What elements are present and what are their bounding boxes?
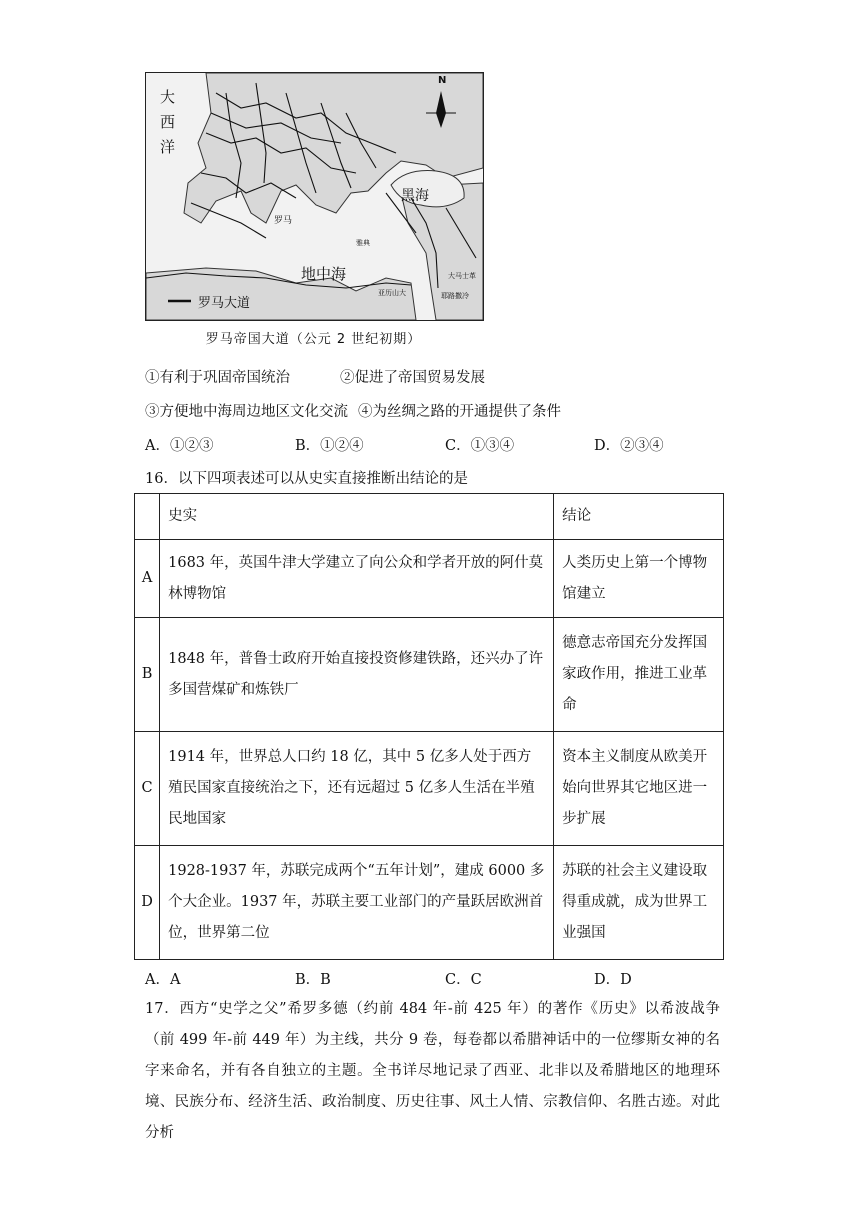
table-row	[135, 846, 724, 960]
header-fact: 史实	[160, 494, 554, 540]
label-alexandria: 亚历山大	[378, 289, 406, 297]
row-conclusion: 资本主义制度从欧美开始向世界其它地区进一步扩展	[554, 732, 724, 846]
row-fact: 1914 年，世界总人口约 18 亿，其中 5 亿多人处于西方殖民国家直接统治之下，还有远超过 5 亿多人生活在半殖民地国家	[160, 732, 554, 846]
row-label: C	[135, 732, 160, 846]
row-conclusion: 德意志帝国充分发挥国家政作用，推进工业革命	[554, 618, 724, 732]
statement-1: ①有利于巩固帝国统治	[145, 370, 290, 386]
label-jerusalem: 耶路撒冷	[441, 292, 469, 300]
label-rome: 罗马	[274, 216, 293, 226]
roman-roads-map	[145, 72, 484, 321]
label-atlantic: 大 西 洋	[160, 88, 176, 156]
label-legend: 罗马大道	[198, 296, 251, 311]
table-row	[135, 732, 724, 846]
q17-text: 17．西方“史学之父”希罗多德（约前 484 年-前 425 年）的著作《历史》以希波战争（前 499 年-前 449 年）为主线，共分 9 卷，每卷都以希腊神话中的一位缪斯女神的名字来命名，并有各自独立的主题。全书详尽地记录了西亚、北非以及希腊地区的地理环境、民族分布、经济生活、政治制度、历史往事、风土人情、宗教信仰、名胜古迹。对此分析	[145, 1001, 720, 1141]
map-caption: 罗马帝国大道（公元 2 世纪初期）	[205, 332, 422, 347]
statement-2: ②促进了帝国贸易发展	[340, 370, 485, 386]
map-land-africa	[146, 268, 416, 320]
table-header-row	[135, 494, 724, 540]
q15-option-a[interactable]: A．①②③	[145, 438, 214, 454]
label-damascus: 大马士革	[448, 272, 476, 280]
label-athens: 雅典	[356, 239, 370, 247]
q16-option-c[interactable]: C．C	[445, 972, 482, 988]
table-row	[135, 540, 724, 618]
q16-option-b[interactable]: B．B	[295, 972, 331, 988]
q15-option-d[interactable]: D．②③④	[594, 438, 664, 454]
row-conclusion: 苏联的社会主义建设取得重成就，成为世界工业强国	[554, 846, 724, 960]
q16-option-a[interactable]: A．A	[145, 972, 181, 988]
row-label: A	[135, 540, 160, 618]
header-conclusion: 结论	[554, 494, 724, 540]
header-blank	[135, 494, 160, 540]
label-black-sea: 黑海	[401, 188, 429, 204]
q16-option-d[interactable]: D．D	[594, 972, 632, 988]
row-fact: 1683 年，英国牛津大学建立了向公众和学者开放的阿什莫林博物馆	[160, 540, 554, 618]
row-label: D	[135, 846, 160, 960]
table-row	[135, 618, 724, 732]
q15-option-c[interactable]: C．①③④	[445, 438, 515, 454]
q15-option-b[interactable]: B．①②④	[295, 438, 364, 454]
label-north: N	[438, 75, 447, 86]
row-fact: 1928-1937 年，苏联完成两个“五年计划”，建成 6000 多个大企业。1937 年，苏联主要工业部门的产量跃居欧洲首位，世界第二位	[160, 846, 554, 960]
q16-table	[134, 493, 724, 960]
statement-3: ③方便地中海周边地区文化交流	[145, 404, 348, 420]
row-fact: 1848 年，普鲁士政府开始直接投资修建铁路，还兴办了许多国营煤矿和炼铁厂	[160, 618, 554, 732]
row-label: B	[135, 618, 160, 732]
q16-stem: 16．以下四项表述可以从史实直接推断出结论的是	[145, 471, 468, 487]
label-mediterranean: 地中海	[301, 265, 347, 283]
statement-4: ④为丝绸之路的开通提供了条件	[358, 404, 561, 420]
row-conclusion: 人类历史上第一个博物馆建立	[554, 540, 724, 618]
